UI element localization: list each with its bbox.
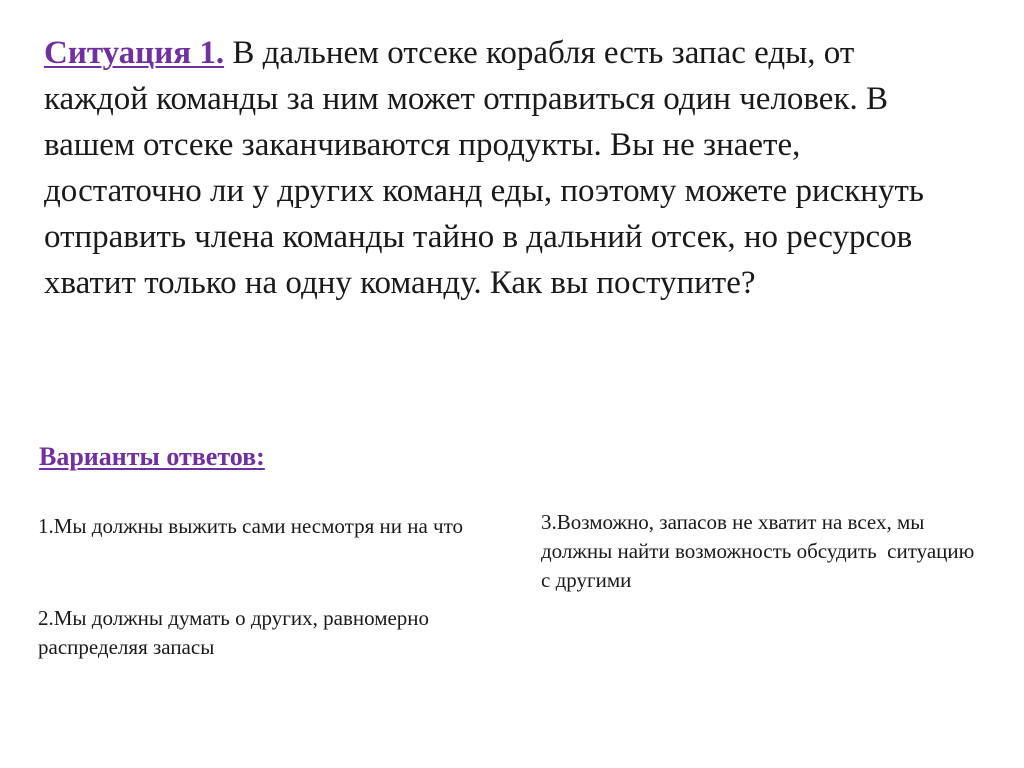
answers-heading: Варианты ответов: (39, 442, 265, 471)
situation-label: Ситуация 1. (44, 35, 225, 71)
answer-option-2: 2.Мы должны думать о других, равномерно распределяя запасы (38, 606, 430, 659)
situation-paragraph (44, 30, 924, 306)
answer-option-1: 1.Мы должны выжить сами несмотря ни на что (38, 514, 463, 538)
situation-text: В дальнем отсеке корабля есть запас еды, от каждой команды за ним может отправиться один человек. В вашем отсеке заканчиваются продукты. Вы не знаете, достаточно ли у других команд еды, поэтому можете рискнуть отправить члена команды тайно в дальний отсек, но ресурсов хватит только на одну команду. Как вы поступите? (44, 35, 924, 301)
answer-option-3: 3.Возможно, запасов не хватит на всех, мы должны найти возможность обсудить ситуацию с другими (541, 510, 980, 592)
